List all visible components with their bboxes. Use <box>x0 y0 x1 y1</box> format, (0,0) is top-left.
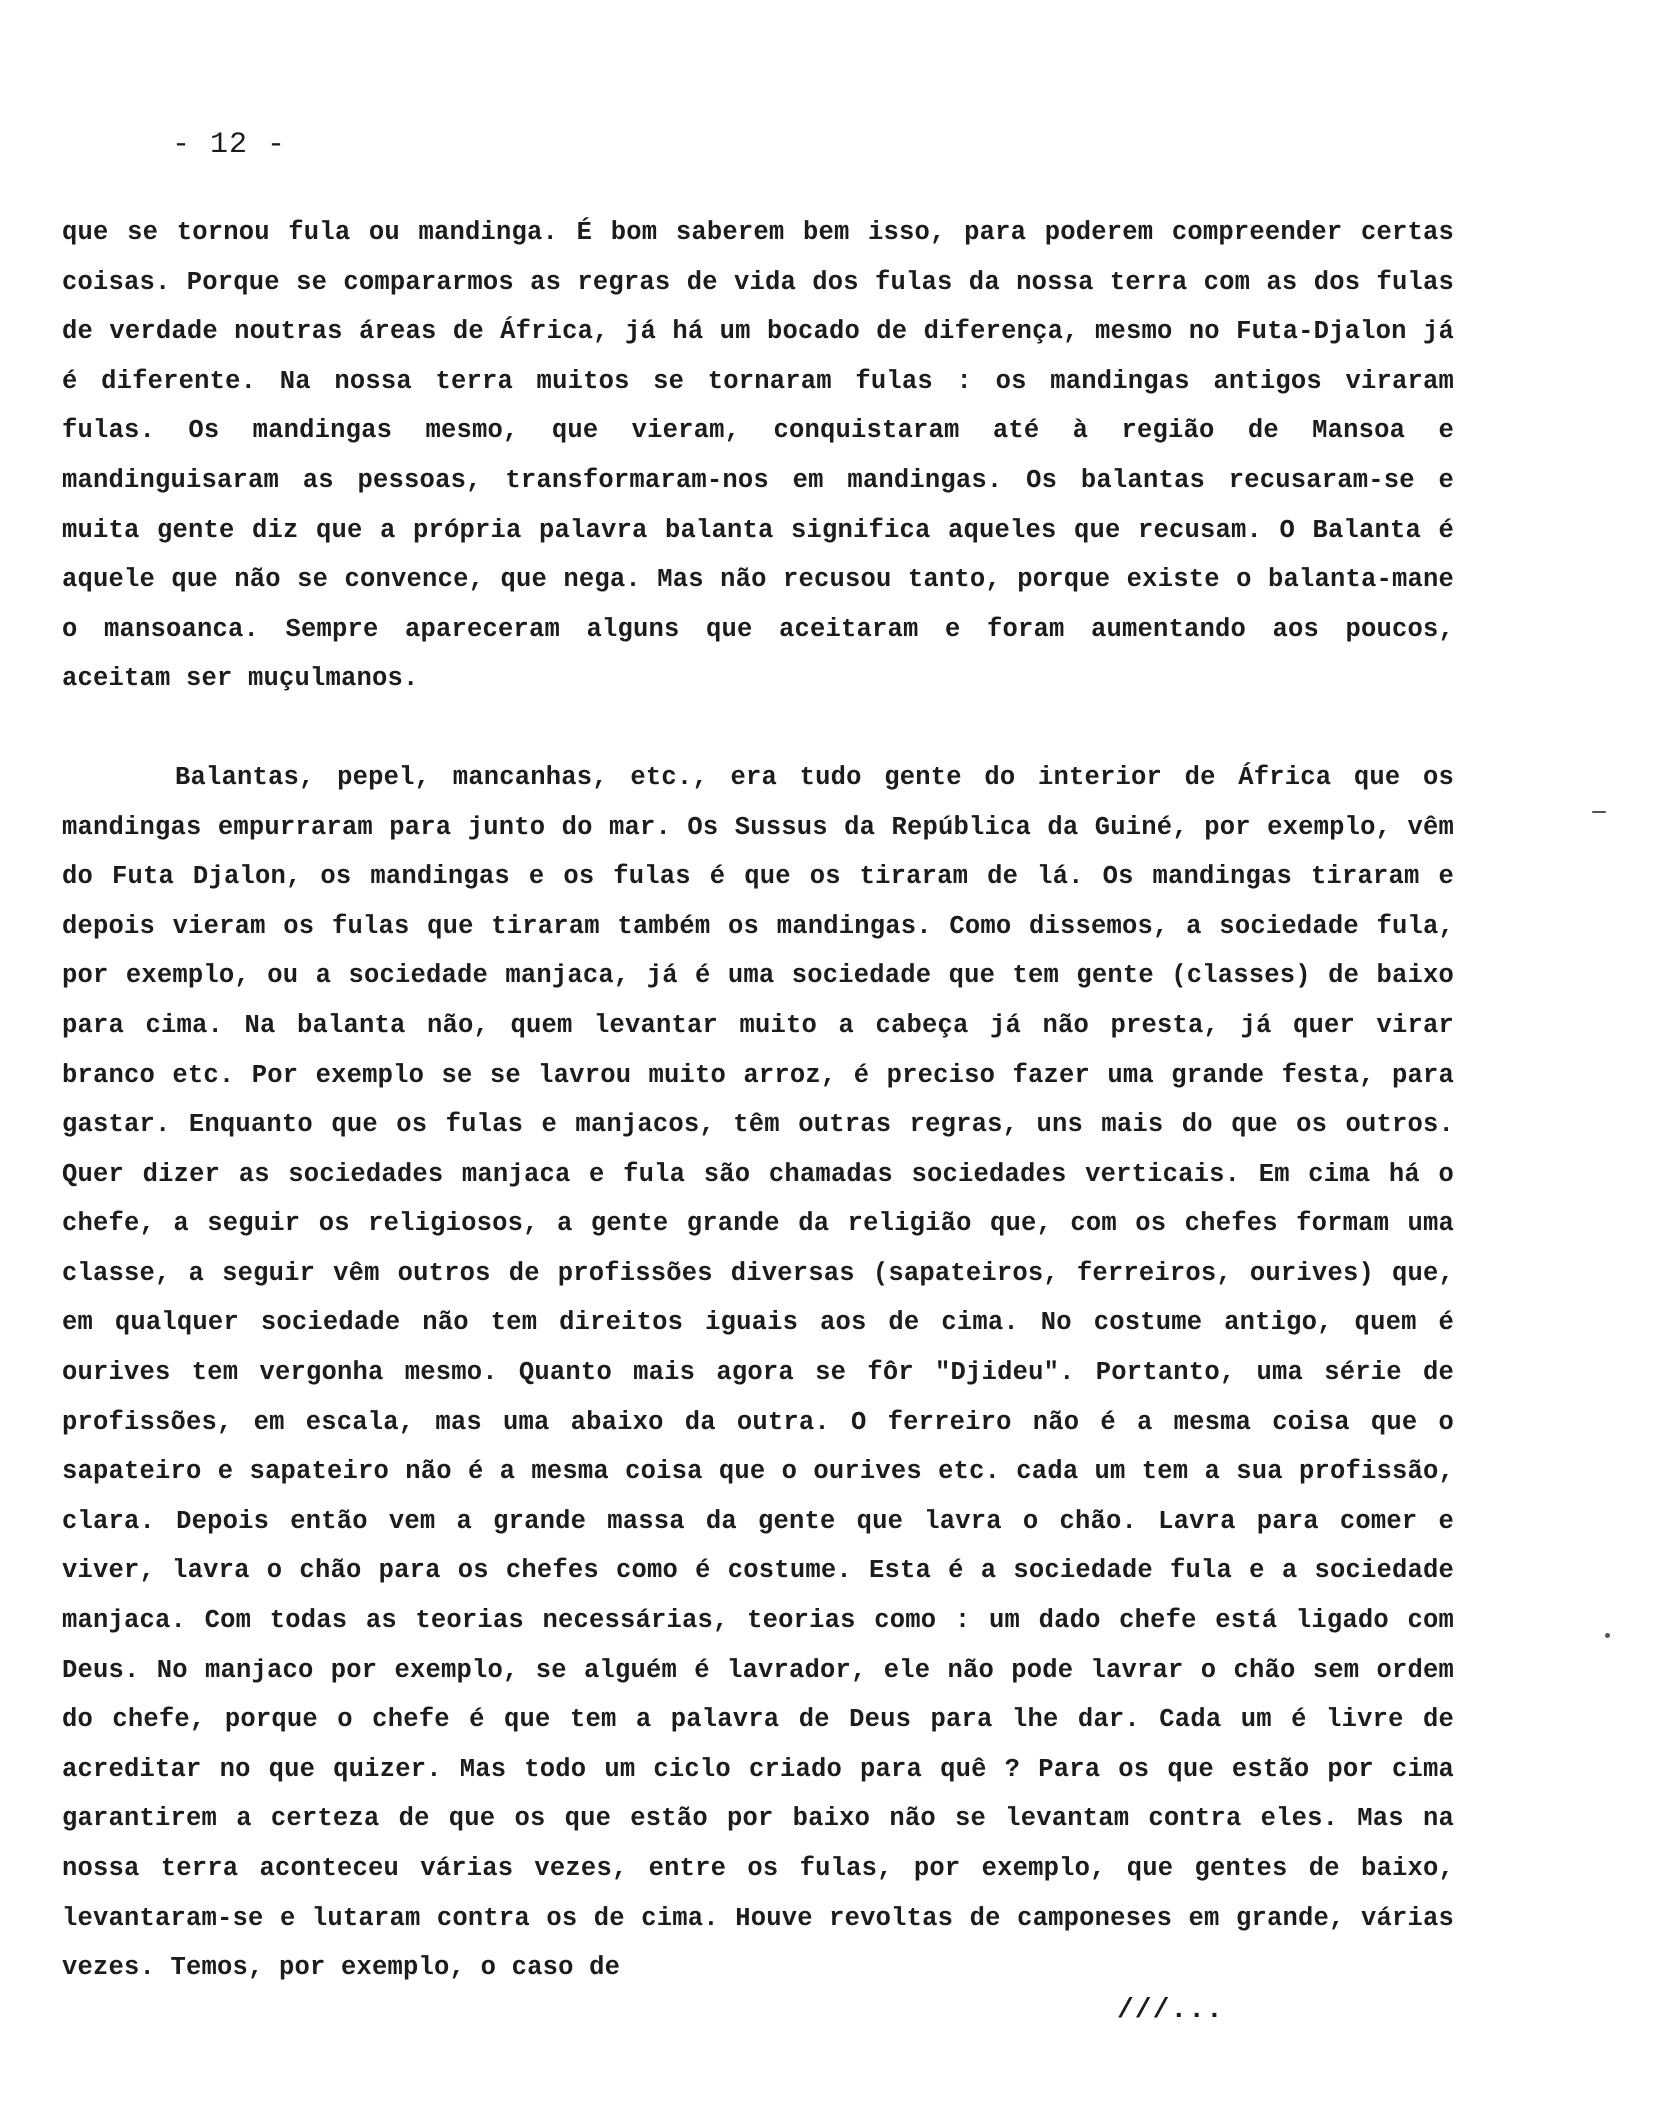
paragraph-1: que se tornou fula ou mandinga. É bom saberem bem isso, para poderem compreender certas coisas. Porque se compararmos as regras de vida dos fulas da nossa terra com as dos fulas de verdade noutras áreas de África, já há um bocado de diferença, mesmo no Futa-Djalon já é diferente. Na nossa terra muitos se tornaram fulas : os mandingas antigos viraram fulas. Os mandingas mesmo, que vieram, conquistaram até à região de Mansoa e mandinguisaram as pessoas, transformaram-nos em mandingas. Os balantas recusaram-se e muita gente diz que a própria palavra balanta significa aqueles que recusam. O Balanta é aquele que não se convence, que nega. Mas não recusou tanto, porque existe o balanta-mane o mansoanca. Sempre apareceram alguns que aceitaram e foram aumentando aos poucos, aceitam ser muçulmanos. <box>62 218 1454 694</box>
page-number: - 12 - <box>172 128 287 162</box>
document-body <box>62 208 1454 1993</box>
continuation-mark: ///... <box>1117 1995 1224 2026</box>
paragraph-2: Balantas, pepel, mancanhas, etc., era tudo gente do interior de África que os mandingas empurraram para junto do mar. Os Sussus da República da Guiné, por exemplo, vêm do Futa Djalon, os mandingas e os fulas é que os tiraram de lá. Os mandingas tiraram e depois vieram os fulas que tiraram também os mandingas. Como dissemos, a sociedade fula, por exemplo, ou a sociedade manjaca, já é uma sociedade que tem gente (classes) de baixo para cima. Na balanta não, quem levantar muito a cabeça já não presta, já quer virar branco etc. Por exemplo se se lavrou muito arroz, é preciso fazer uma grande festa, para gastar. Enquanto que os fulas e manjacos, têm outras regras, uns mais do que os outros. Quer dizer as sociedades manjaca e fula são chamadas sociedades verticais. Em cima há o chefe, a seguir os religiosos, a gente grande da religião que, com os chefes formam uma classe, a seguir vêm outros de profissões diversas (sapateiros, ferreiros, ourives) que, em qualquer sociedade não tem direitos iguais aos de cima. No costume antigo, quem é ourives tem vergonha mesmo. Quanto mais agora se fôr "Djideu". Portanto, uma série de profissões, em escala, mas uma abaixo da outra. O ferreiro não é a mesma coisa que o sapateiro e sapateiro não é a mesma coisa que o ourives etc. cada um tem a sua profissão, clara. Depois então vem a grande massa da gente que lavra o chão. Lavra para comer e viver, lavra o chão para os chefes como é costume. Esta é a sociedade fula e a sociedade manjaca. Com todas as teorias necessárias, teorias como : um dado chefe está ligado com Deus. No manjaco por exemplo, se alguém é lavrador, ele não pode lavrar o chão sem ordem do chefe, porque o chefe é que tem a palavra de Deus para lhe dar. Cada um é livre de acreditar no que quizer. Mas todo um ciclo criado para quê ? Para os que estão por cima garantirem a certeza de que os que estão por baixo não se levantam contra eles. Mas na nossa terra aconteceu várias vezes, entre os fulas, por exemplo, que gentes de baixo, levantaram-se e lutaram contra os de cima. Houve revoltas de camponeses em grande, várias vezes. Temos, por exemplo, o caso de <box>62 762 1454 1983</box>
scan-speck <box>1605 1633 1610 1638</box>
scan-speck <box>1592 811 1606 813</box>
